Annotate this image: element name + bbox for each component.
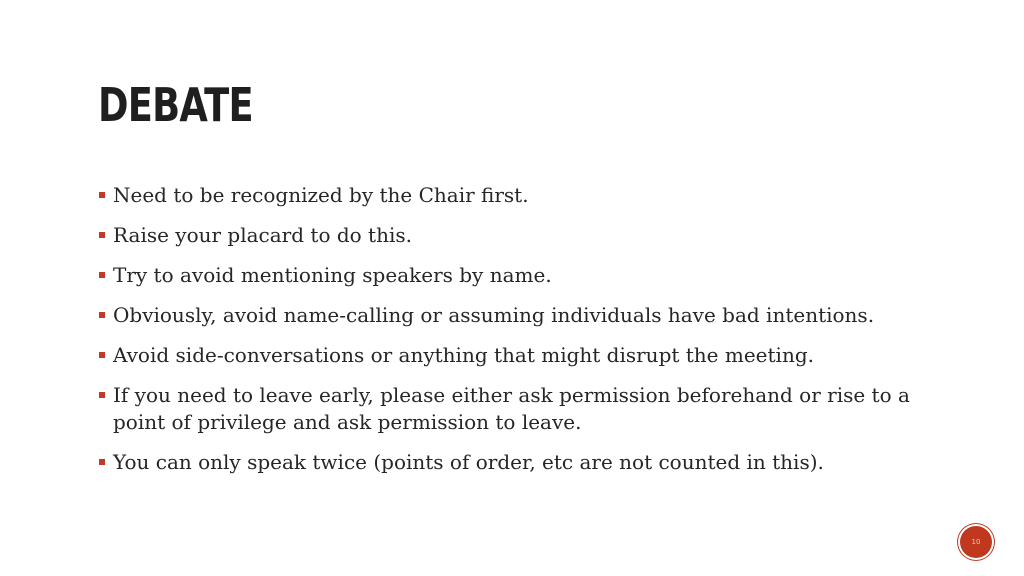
bullet-text: You can only speak twice (points of order, etc are not counted in this). (113, 450, 824, 474)
square-bullet-icon (99, 272, 105, 278)
page-number: 10 (971, 538, 981, 546)
square-bullet-icon (99, 232, 105, 238)
square-bullet-icon (99, 392, 105, 398)
bullet-list (99, 182, 939, 489)
bullet-text: Try to avoid mentioning speakers by name. (113, 263, 552, 287)
square-bullet-icon (99, 312, 105, 318)
bullet-item (99, 382, 939, 436)
bullet-text: Need to be recognized by the Chair first. (113, 183, 529, 207)
bullet-item (99, 342, 939, 369)
bullet-item (99, 222, 939, 249)
bullet-item (99, 262, 939, 289)
bullet-item (99, 302, 939, 329)
bullet-text: Raise your placard to do this. (113, 223, 412, 247)
bullet-text: Obviously, avoid name-calling or assuming individuals have bad intentions. (113, 303, 875, 327)
bullet-item (99, 449, 939, 476)
square-bullet-icon (99, 459, 105, 465)
bullet-text: If you need to leave early, please either ask permission beforehand or rise to a point of privilege and ask permission to leave. (113, 383, 910, 434)
bullet-item (99, 182, 939, 209)
square-bullet-icon (99, 352, 105, 358)
page-number-badge (958, 524, 994, 560)
square-bullet-icon (99, 192, 105, 198)
slide-title: DEBATE (98, 78, 253, 132)
bullet-text: Avoid side-conversations or anything that might disrupt the meeting. (113, 343, 814, 367)
